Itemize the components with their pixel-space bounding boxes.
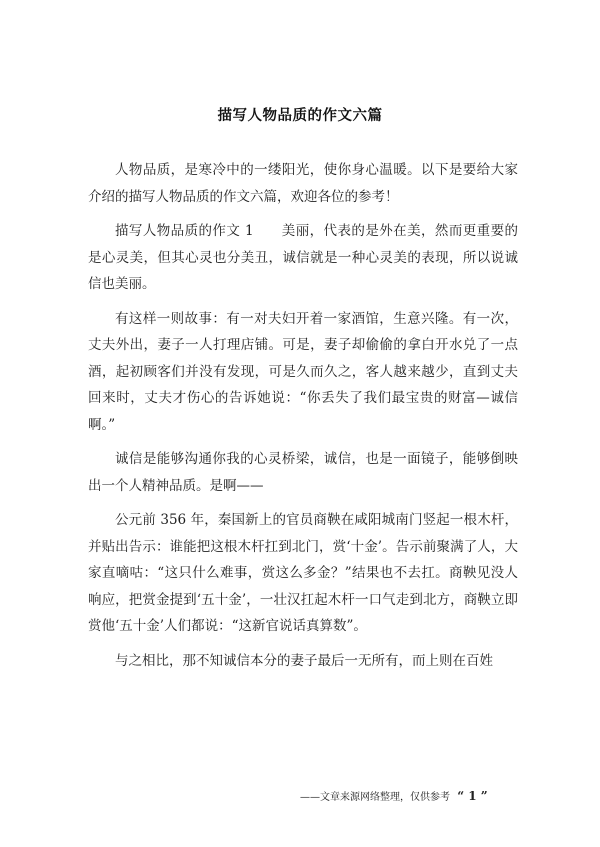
paragraph-honesty-bridge: 诚信是能够沟通你我的心灵桥梁，诚信，也是一面镜子，能够倒映出一个人精神品质。是啊——	[88, 451, 518, 494]
paragraph-shang-yang: 公元前 356 年，秦国新上的官员商鞅在咸阳城南门竖起一根木杆，并贴出告示：谁能把这根木杆扛到北门，赏‘十金’。告示前聚满了人，大家直嘀咕：“这只什么难事，赏这么多金？”结果也不去扛。商鞅见没人响应，把赏金提到‘五十金’，一壮汉扛起木杆一口气走到北方，商鞅立即赏他‘五十金’人们都说：“这新官说话真算数”。	[88, 512, 518, 634]
document-body	[88, 157, 518, 682]
paragraph-essay-1-opening: 描写人物品质的作文 1 美丽，代表的是外在美，然而更重要的是心灵美，但其心灵也分美丑，诚信就是一种心灵美的表现，所以说诚信也美丽。	[88, 223, 518, 292]
paragraph-comparison: 与之相比，那不知诚信本分的妻子最后一无所有，而上则在百姓	[115, 652, 493, 669]
document-title: 描写人物品质的作文六篇	[217, 108, 383, 124]
paragraph-story: 有这样一则故事：有一对夫妇开着一家酒馆，生意兴隆。有一次，丈夫外出，妻子一人打理店铺。可是，妻子却偷偷的拿白开水兑了一点酒，起初顾客们并没有发现，可是久而久之，客人越来越少，直到丈夫回来时，丈夫才伤心的告诉她说：“你丢失了我们最宝贵的财富—诚信啊。”	[88, 310, 518, 433]
page-footer	[300, 788, 530, 803]
paragraph-intro: 人物品质，是寒冷中的一缕阳光，使你身心温暖。以下是要给大家介绍的描写人物品质的作文六篇，欢迎各位的参考！	[88, 162, 518, 205]
page-number: “ 1 ”	[457, 789, 488, 803]
footer-source-note: ——文章来源网络整理，仅供参考	[300, 792, 450, 803]
